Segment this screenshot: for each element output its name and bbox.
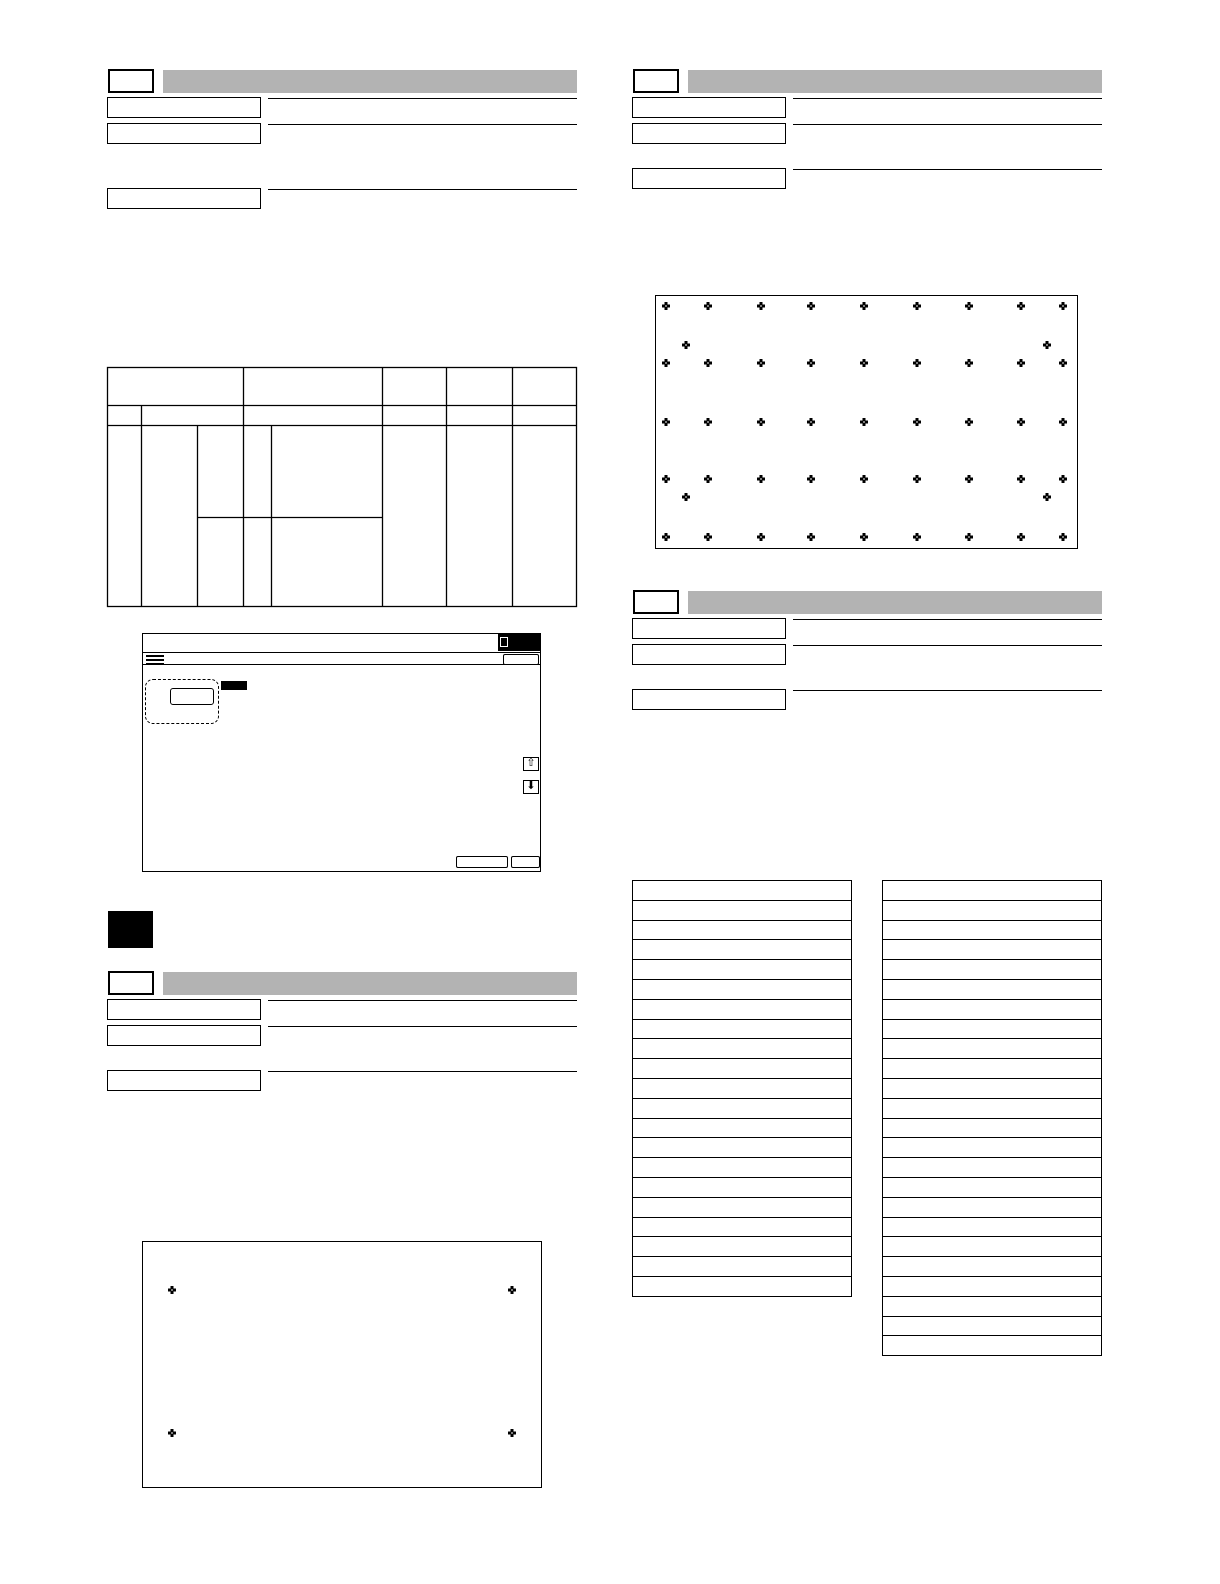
cross-mark-icon xyxy=(704,533,712,541)
list-row xyxy=(882,1177,1102,1198)
cross-mark-icon xyxy=(965,475,973,483)
list-row xyxy=(632,1276,852,1297)
list-row xyxy=(632,999,852,1020)
list-row xyxy=(882,1118,1102,1139)
cross-mark-icon xyxy=(757,533,765,541)
list-row xyxy=(632,1098,852,1119)
list-row xyxy=(632,1137,852,1158)
cross-mark-icon xyxy=(965,302,973,310)
cross-mark-icon xyxy=(682,341,690,349)
field-rule xyxy=(793,619,1102,620)
cross-mark-icon xyxy=(682,493,690,501)
cross-mark-icon xyxy=(757,475,765,483)
section-title-bar xyxy=(688,591,1102,614)
cross-mark-icon xyxy=(913,302,921,310)
cross-mark-icon xyxy=(1059,418,1067,426)
cross-mark-icon xyxy=(1017,359,1025,367)
list-row xyxy=(632,1157,852,1178)
cross-mark-icon xyxy=(704,418,712,426)
list-row xyxy=(882,1197,1102,1218)
list-row xyxy=(882,939,1102,960)
cross-mark-icon xyxy=(757,359,765,367)
cross-mark-icon xyxy=(807,359,815,367)
list-row xyxy=(882,880,1102,901)
cross-mark-icon xyxy=(1017,302,1025,310)
list-row xyxy=(632,959,852,980)
cross-mark-icon xyxy=(704,302,712,310)
list-row xyxy=(882,1019,1102,1040)
cross-mark-icon xyxy=(807,418,815,426)
cross-mark-icon xyxy=(757,418,765,426)
list-row xyxy=(632,1038,852,1059)
field-label-box xyxy=(632,689,786,710)
list-row xyxy=(882,1078,1102,1099)
list-row xyxy=(882,1296,1102,1317)
cross-mark-icon xyxy=(860,302,868,310)
cross-mark-icon xyxy=(1043,341,1051,349)
cross-mark-icon xyxy=(913,418,921,426)
cross-mark-icon xyxy=(1059,359,1067,367)
list-row xyxy=(632,1058,852,1079)
list-row xyxy=(632,1197,852,1218)
list-row xyxy=(882,999,1102,1020)
list-row xyxy=(632,1236,852,1257)
cross-mark-icon xyxy=(704,359,712,367)
cross-mark-icon xyxy=(662,359,670,367)
cross-mark-icon xyxy=(662,475,670,483)
cross-mark-icon xyxy=(807,533,815,541)
list-row xyxy=(882,1098,1102,1119)
list-row xyxy=(882,1157,1102,1178)
cross-mark-icon xyxy=(965,418,973,426)
list-row xyxy=(632,920,852,941)
list-row xyxy=(632,1078,852,1099)
cross-mark-icon xyxy=(1017,475,1025,483)
list-row xyxy=(632,1217,852,1238)
field-label-box xyxy=(632,644,786,665)
cross-mark-icon xyxy=(1017,533,1025,541)
list-row xyxy=(882,900,1102,921)
list-row xyxy=(632,880,852,901)
list-row xyxy=(882,920,1102,941)
cross-mark-icon xyxy=(1059,533,1067,541)
list-row xyxy=(882,959,1102,980)
list-row xyxy=(632,979,852,1000)
cross-mark-icon xyxy=(913,475,921,483)
list-row xyxy=(882,1316,1102,1337)
list-row xyxy=(882,1335,1102,1356)
cross-mark-icon xyxy=(662,302,670,310)
list-row xyxy=(882,1137,1102,1158)
cross-mark-icon xyxy=(965,359,973,367)
cross-mark-icon xyxy=(965,533,973,541)
list-row xyxy=(632,1256,852,1277)
cross-mark-icon xyxy=(1059,302,1067,310)
list-row xyxy=(632,939,852,960)
cross-mark-icon xyxy=(807,475,815,483)
section-code-box xyxy=(633,590,679,614)
list-row xyxy=(882,1038,1102,1059)
field-label-box xyxy=(632,618,786,639)
field-rule xyxy=(793,645,1102,646)
cross-mark-icon xyxy=(860,475,868,483)
cross-mark-icon xyxy=(1043,493,1051,501)
field-rule xyxy=(793,690,1102,691)
cross-mark-icon xyxy=(860,359,868,367)
cross-mark-icon xyxy=(1017,418,1025,426)
list-row xyxy=(632,1118,852,1139)
list-row xyxy=(882,1217,1102,1238)
cross-mark-icon xyxy=(860,418,868,426)
list-row xyxy=(882,1236,1102,1257)
list-row xyxy=(882,1276,1102,1297)
cross-mark-icon xyxy=(662,418,670,426)
arrow-down-icon[interactable]: ⬇ xyxy=(523,780,539,794)
cross-mark-icon xyxy=(913,359,921,367)
cross-mark-icon xyxy=(913,533,921,541)
cross-mark-icon xyxy=(704,475,712,483)
cross-mark-icon xyxy=(860,533,868,541)
list-row xyxy=(632,1019,852,1040)
list-row xyxy=(632,1177,852,1198)
list-row xyxy=(882,1256,1102,1277)
cross-mark-icon xyxy=(757,302,765,310)
cross-mark-icon xyxy=(662,533,670,541)
list-row xyxy=(632,900,852,921)
arrow-up-icon[interactable]: ⇧ xyxy=(523,757,539,771)
cross-mark-icon xyxy=(807,302,815,310)
list-row xyxy=(882,979,1102,1000)
list-row xyxy=(882,1058,1102,1079)
cross-mark-icon xyxy=(1059,475,1067,483)
